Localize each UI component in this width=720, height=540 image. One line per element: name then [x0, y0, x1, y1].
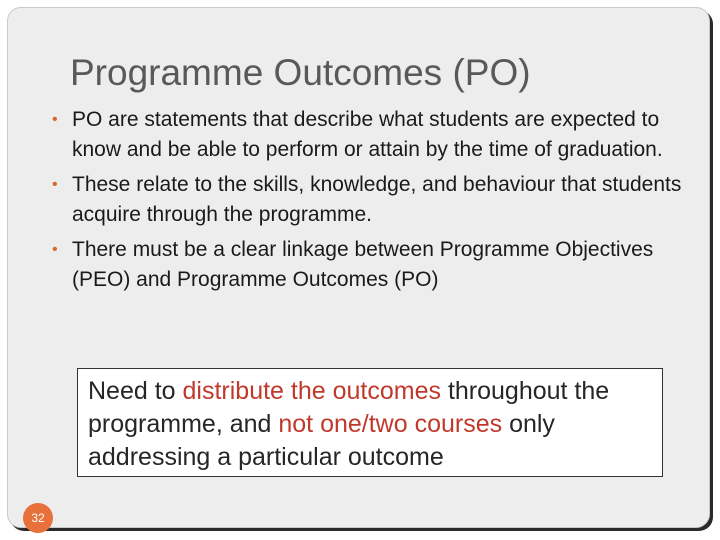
- bullet-marker-icon: •: [52, 176, 58, 193]
- callout-highlight: distribute the outcomes: [182, 377, 441, 405]
- bullet-item: [52, 170, 692, 230]
- bullet-text: These relate to the skills, knowledge, and behaviour that students acquire through the programme.: [72, 173, 682, 226]
- callout-text: Need to: [88, 377, 183, 405]
- bullet-marker-icon: •: [52, 241, 58, 258]
- slide-frame: [7, 7, 710, 528]
- bullet-item: [52, 105, 692, 165]
- bullet-text: There must be a clear linkage between Programme Objectives (PEO) and Programme Outcomes (PO): [72, 238, 654, 291]
- callout-box: [77, 368, 663, 477]
- callout-highlight: not one/two courses: [278, 410, 503, 438]
- bullet-list: [52, 105, 692, 300]
- page-number-badge: 32: [23, 503, 53, 533]
- bullet-text: PO are statements that describe what students are expected to know and be able to perform or attain by the time of graduation.: [72, 108, 663, 161]
- callout-text: throughout the programme, and: [88, 377, 610, 438]
- callout-text: only addressing a particular outcome: [88, 410, 555, 471]
- slide-title: Programme Outcomes (PO): [70, 52, 531, 93]
- bullet-marker-icon: •: [52, 111, 58, 128]
- bullet-item: [52, 235, 692, 295]
